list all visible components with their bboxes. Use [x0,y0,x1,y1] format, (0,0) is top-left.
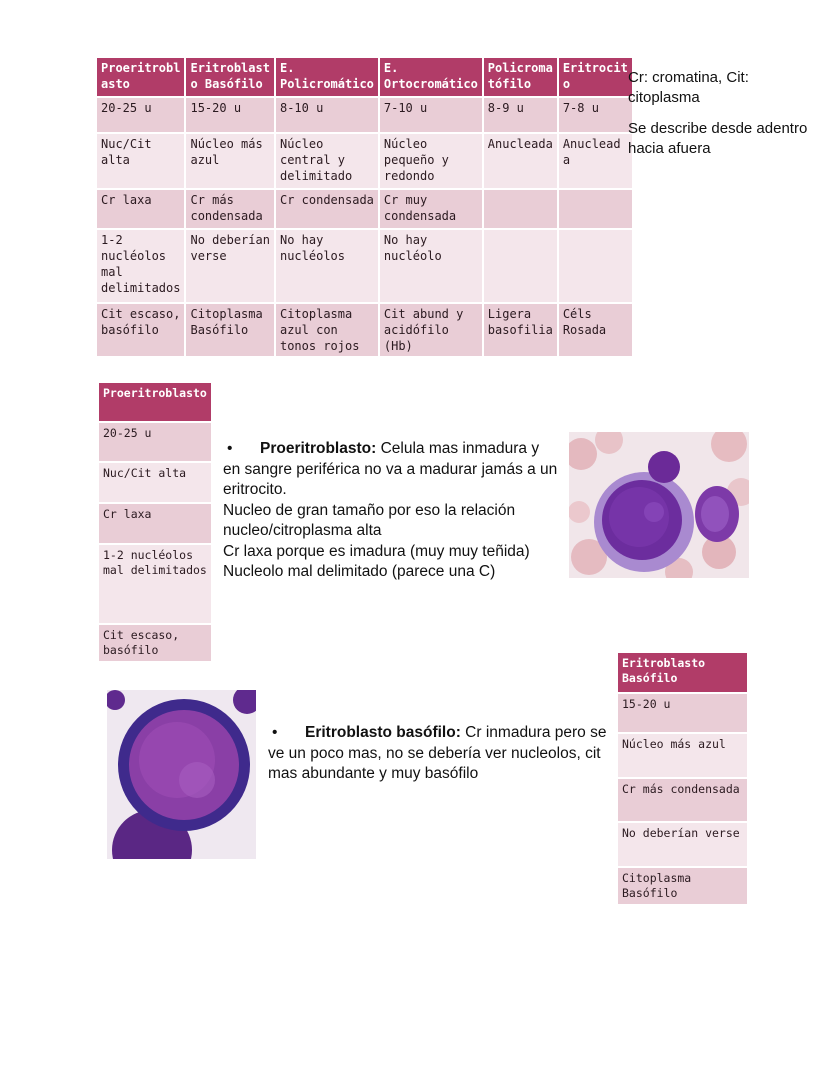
proeritroblasto-table [97,381,213,663]
bullet-icon: • [227,440,233,457]
description-text: Celula mas inmadura y en sangre periférica no va a madurar jamás a un eritrocito. [223,440,558,498]
description-line: Nucleolo mal delimitado (parece una C) [223,563,496,580]
table-cell [558,229,633,303]
table-cell: Anucleada [483,133,558,189]
header-e-policromatico: E. Policromático [275,57,379,97]
header-eritroblasto-basofilo: Eritroblast o Basófilo [185,57,274,97]
table-cell: No hay nucléolos [275,229,379,303]
table-cell: 20-25 u [98,422,212,462]
header-e-ortocromatico: E. Ortocromático [379,57,483,97]
proeritroblasto-micrograph [569,432,749,578]
table-cell: 7-8 u [558,97,633,133]
description-line: Cr laxa porque es imadura (muy muy teñida) [223,542,530,560]
legend [628,68,823,170]
proeritroblasto-table-header: Proeritroblasto [98,382,212,422]
table-header-row [96,57,633,97]
table-cell: No hay nucléolo [379,229,483,303]
table-cell: 20-25 u [96,97,185,133]
table-cell [483,189,558,229]
header-policromatofilo: Policroma tófilo [483,57,558,97]
table-cell: 8-10 u [275,97,379,133]
table-cell: 15-20 u [185,97,274,133]
table-cell: Céls Rosada [558,303,633,357]
table-cell: Cr laxa [96,189,185,229]
description-text: Cr inmadura pero se ve un poco mas, no se debería ver nucleolos, cit mas abundante y muy basófilo [268,724,607,782]
legend-note: Se describe desde adentro hacia afuera [628,120,808,157]
table-cell: 1-2 nucléolos mal delimitados [96,229,185,303]
table-cell: 1-2 nucléolos mal delimitados [98,544,212,624]
header-proeritroblasto: Proeritrobl asto [96,57,185,97]
table-cell: 15-20 u [617,693,748,733]
table-cell: Citoplasma Basófilo [185,303,274,357]
description-line: Nucleo de gran tamaño por eso la relación nucleo/citroplasma alta [223,501,516,539]
table-cell: Núcleo más azul [617,733,748,778]
table-cell: 7-10 u [379,97,483,133]
bullet-icon: • [272,724,278,741]
table-cell: Nuc/Cit alta [98,462,212,503]
term-label: Eritroblasto basófilo: [305,724,461,741]
eritroblasto-basofilo-description [268,723,610,785]
table-cell: Cit escaso, basófilo [96,303,185,357]
table-cell: Anuclead a [558,133,633,189]
table-cell: Cr más condensada [617,778,748,822]
table-cell: Núcleo central y delimitado [275,133,379,189]
table-row [96,189,633,229]
table-cell: Núcleo pequeño y redondo [379,133,483,189]
table-cell: Cr laxa [98,503,212,544]
table-cell: 8-9 u [483,97,558,133]
table-cell: Cr condensada [275,189,379,229]
table-cell [483,229,558,303]
term-label: Proeritroblasto: [260,440,377,457]
table-cell [558,189,633,229]
table-cell: Núcleo más azul [185,133,274,189]
table-cell: Cr más condensada [185,189,274,229]
table-row [96,303,633,357]
table-cell: Ligera basofilia [483,303,558,357]
table-cell: Cr muy condensada [379,189,483,229]
table-cell: No deberían verse [185,229,274,303]
table-row [96,97,633,133]
eritroblasto-basofilo-micrograph [107,690,256,859]
table-cell: Nuc/Cit alta [96,133,185,189]
proeritroblasto-description [223,439,558,583]
eritroblasto-basofilo-table [616,651,749,906]
legend-abbreviations: Cr: cromatina, Cit: citoplasma [628,69,749,106]
table-cell: Citoplasma azul con tonos rojos [275,303,379,357]
table-row [96,229,633,303]
eritroblasto-table-header: Eritroblasto Basófilo [617,652,748,693]
table-cell: Citoplasma Basófilo [617,867,748,905]
header-eritrocito: Eritrocit o [558,57,633,97]
erythroid-comparison-table [95,56,634,358]
table-cell: Cit escaso, basófilo [98,624,212,662]
table-cell: Cit abund y acidófilo (Hb) [379,303,483,357]
table-row [96,133,633,189]
table-cell: No deberían verse [617,822,748,867]
